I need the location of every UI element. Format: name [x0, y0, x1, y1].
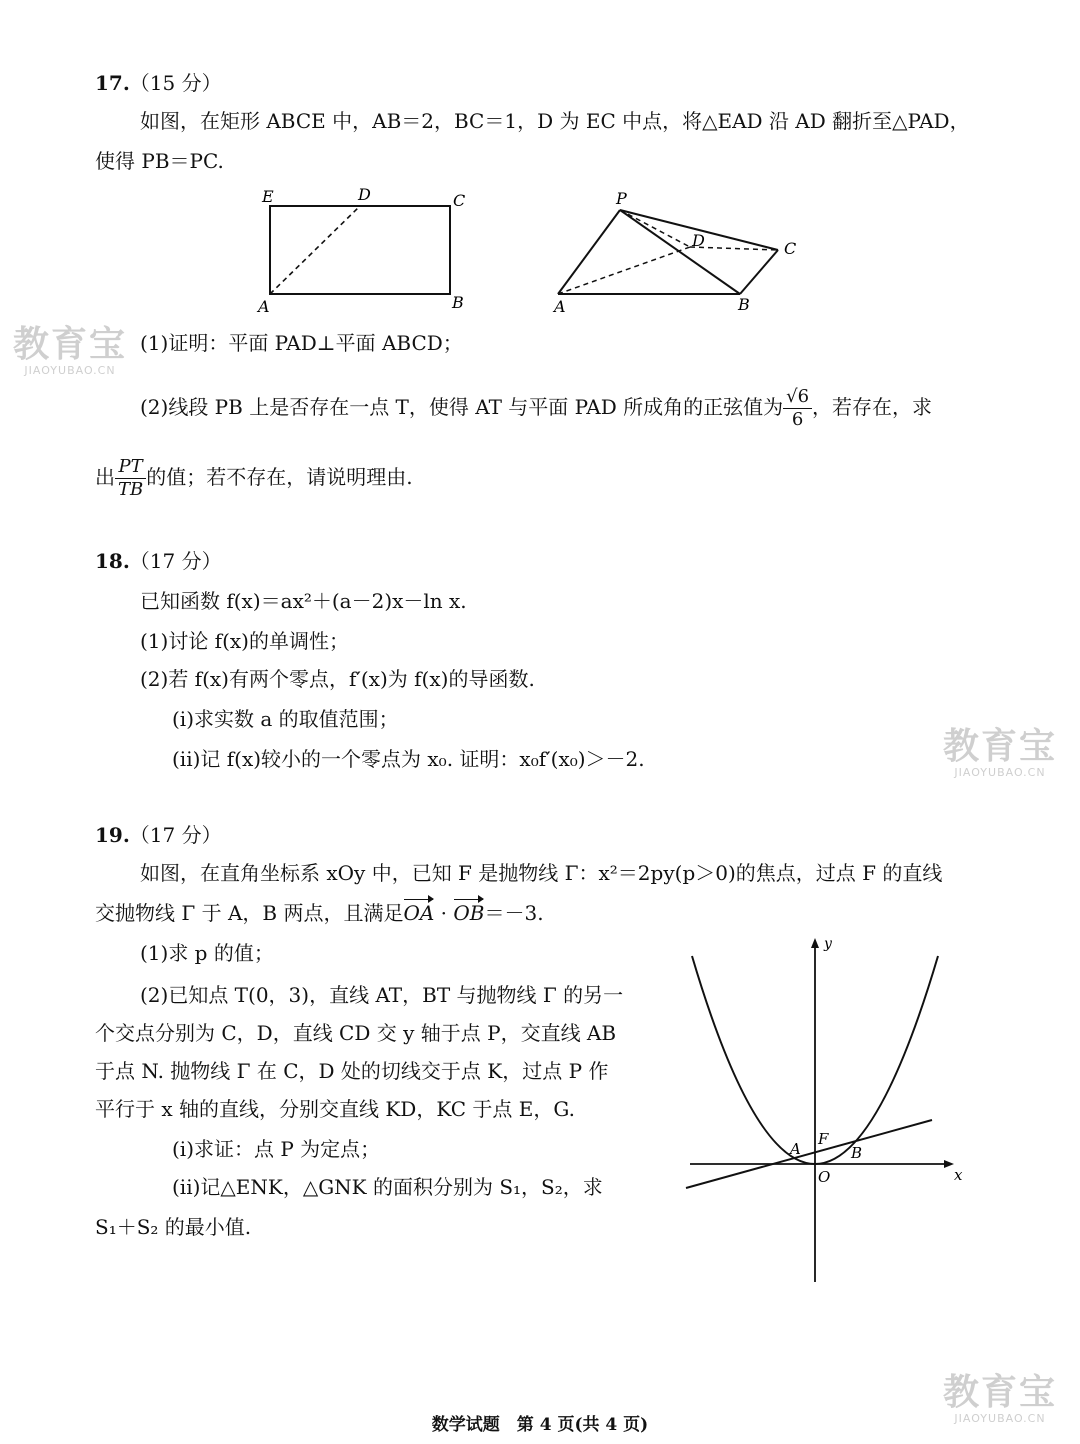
label-x: x: [954, 1166, 963, 1184]
q19-part2-line2: 个交点分别为 C，D，直线 CD 交 y 轴于点 P，交直线 AB: [95, 1021, 617, 1045]
watermark-logo: 教育宝 JIAOYUBAO.CN: [12, 324, 127, 377]
q19-part2-line4: 平行于 x 轴的直线，分别交直线 KD，KC 于点 E，G.: [95, 1097, 575, 1121]
edge-ad: [558, 247, 690, 294]
fraction-sqrt6-over-6: $\frac{√6}{6}$: [783, 386, 812, 431]
line-ab: [686, 1120, 932, 1188]
y-axis-arrow: [811, 938, 819, 948]
q18-score: （17 分）: [129, 549, 222, 573]
label-b: B: [738, 295, 750, 314]
q17-stem-line1: 如图，在矩形 ABCE 中，AB＝2，BC＝1，D 为 EC 中点，将△EAD 沿 AD 翻折至△PAD，: [140, 109, 970, 133]
page-footer: 数学试题 第 4 页(共 4 页): [431, 1415, 649, 1435]
label-f: F: [818, 1130, 829, 1148]
edge-pd: [620, 210, 690, 247]
q19-number: 19.: [95, 823, 130, 847]
q18-number: 18.: [95, 549, 130, 573]
q19-part2-i: (i)求证：点 P 为定点；: [172, 1137, 381, 1161]
q18-stem: 已知函数 f(x)＝ax²＋(a－2)x－ln x.: [140, 589, 467, 613]
watermark-logo: 教育宝 JIAOYUBAO.CN: [942, 1372, 1057, 1425]
q17-number: 17.: [95, 71, 130, 95]
fold-line-ad: [270, 206, 360, 294]
watermark-logo: 教育宝 JIAOYUBAO.CN: [942, 726, 1057, 779]
label-o: O: [818, 1168, 831, 1186]
fraction-pt-over-tb: $\frac{PT}{TB}$: [115, 456, 146, 501]
label-e: E: [262, 187, 274, 206]
q17-header: [95, 70, 222, 96]
q19-part2-ii: (ii)记△ENK，△GNK 的面积分别为 S₁，S₂，求: [172, 1175, 603, 1199]
q19-stem-line1: 如图，在直角坐标系 xOy 中，已知 F 是抛物线 Γ：x²＝2py(p＞0)的焦点，过点 F 的直线: [140, 861, 943, 885]
edge-pa: [558, 210, 620, 294]
edge-pb: [620, 210, 740, 294]
q18-part2-ii: (ii)记 f(x)较小的一个零点为 x₀. 证明：x₀f′(x₀)＞－2.: [172, 747, 645, 771]
vector-ob: OB: [453, 901, 485, 925]
label-d: D: [692, 231, 705, 250]
label-c: C: [784, 239, 797, 258]
vector-oa: OA: [403, 901, 435, 925]
q17-figure-rectangle: [250, 182, 480, 317]
q17-part2-line1: (2)线段 PB 上是否存在一点 T，使得 AT 与平面 PAD 所成角的正弦值为 $\frac{√6}{6}$ ，若存在，求: [140, 386, 933, 430]
label-p: P: [616, 189, 627, 208]
q18-part2: (2)若 f(x)有两个零点，f′(x)为 f(x)的导函数.: [140, 667, 535, 691]
label-a: A: [258, 297, 270, 316]
label-a: A: [554, 297, 566, 316]
q17-figure-pyramid: [540, 182, 810, 317]
edge-bc: [740, 250, 778, 294]
label-a: A: [790, 1140, 801, 1158]
q17-score: （15 分）: [129, 71, 222, 95]
label-b: B: [851, 1144, 863, 1162]
label-d: D: [358, 185, 371, 204]
x-axis-arrow: [944, 1160, 954, 1168]
q18-part2-i: (i)求实数 a 的取值范围；: [172, 707, 399, 731]
q19-score: （17 分）: [129, 823, 222, 847]
q17-stem-line2: 使得 PB＝PC.: [95, 149, 224, 173]
q17-part1: (1)证明：平面 PAD⊥平面 ABCD；: [140, 331, 463, 355]
q18-header: [95, 548, 222, 574]
q19-part2-ii-cont: S₁＋S₂ 的最小值.: [95, 1215, 252, 1239]
rect-abce: [270, 206, 450, 294]
q19-parabola-graph: [680, 930, 980, 1290]
q19-stem-line2: 交抛物线 Γ 于 A，B 两点，且满足OA · OB＝－3.: [95, 901, 544, 925]
q19-part1: (1)求 p 的值；: [140, 941, 274, 965]
q17-part2-line2: 出 $\frac{PT}{TB}$ 的值；若不存在，请说明理由.: [95, 456, 413, 500]
q18-part1: (1)讨论 f(x)的单调性；: [140, 629, 349, 653]
label-c: C: [453, 191, 466, 210]
q19-part2-line1: (2)已知点 T(0，3)，直线 AT，BT 与抛物线 Γ 的另一: [140, 983, 624, 1007]
q19-header: [95, 822, 222, 848]
label-y: y: [824, 936, 832, 952]
label-b: B: [452, 293, 464, 312]
q19-part2-line3: 于点 N. 抛物线 Γ 在 C，D 处的切线交于点 K，过点 P 作: [95, 1059, 609, 1083]
